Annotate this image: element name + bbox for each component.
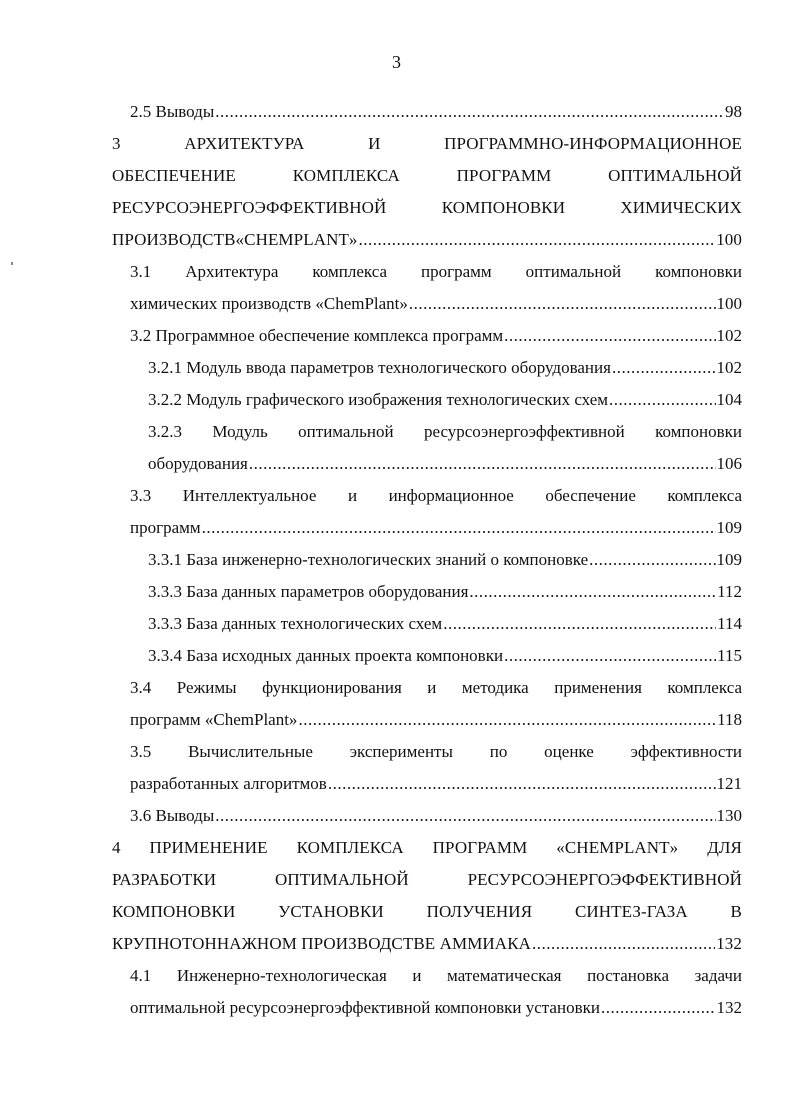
toc-chapter-4-line-4[interactable]	[112, 928, 742, 960]
toc-page-number: 132	[716, 998, 742, 1017]
toc-entry-3-2-2[interactable]	[148, 384, 742, 416]
toc-page-number: 109	[716, 518, 742, 537]
toc-entry-3-4-line-2[interactable]	[130, 704, 742, 736]
dot-leader	[612, 352, 716, 384]
toc-entry-title: разработанных алгоритмов	[130, 774, 327, 793]
toc-entry-title: ПРОИЗВОДСТВ«CHEMPLANT»	[112, 230, 358, 249]
toc-entry-title: 3.2 Программное обеспечение комплекса программ	[130, 326, 504, 345]
dot-leader	[328, 768, 716, 800]
toc-page-number: 100	[716, 294, 742, 313]
toc-entry-3-1-line-1[interactable]: 3.1 Архитектура комплекса программ оптимальной компоновки	[130, 262, 742, 281]
dot-leader	[409, 288, 716, 320]
dot-leader	[215, 96, 724, 128]
dot-leader	[298, 704, 716, 736]
toc-entry-title: 3.6 Выводы	[130, 806, 215, 825]
dot-leader	[589, 544, 715, 576]
toc-entry-title: оптимальной ресурсоэнергоэффективной компоновки установки	[130, 998, 600, 1017]
toc-entry-title: программ «ChemPlant»	[130, 710, 298, 729]
toc-entry-title: 3.3.3 База данных технологических схем	[148, 614, 443, 633]
toc-entry-3-3-3-schemes[interactable]	[148, 608, 742, 640]
toc-entry-title: 3.2.2 Модуль графического изображения технологических схем	[148, 390, 609, 409]
toc-page-number: 132	[716, 934, 742, 953]
toc-page-number: 102	[716, 326, 742, 345]
toc-entry-title: 3.2.1 Модуль ввода параметров технологического оборудования	[148, 358, 611, 377]
dot-leader	[359, 224, 716, 256]
toc-page-number: 109	[716, 550, 742, 569]
toc-entry-3-4-line-1[interactable]: 3.4 Режимы функционирования и методика применения комплекса	[130, 678, 742, 697]
toc-page-number: 130	[716, 806, 742, 825]
toc-entry-3-3-line-1[interactable]: 3.3 Интеллектуальное и информационное обеспечение комплекса	[130, 486, 742, 505]
toc-entry-title: 2.5 Выводы	[130, 102, 215, 121]
toc-chapter-4-line-2[interactable]: РАЗРАБОТКИ ОПТИМАЛЬНОЙ РЕСУРСОЭНЕРГОЭФФЕКТИВНОЙ	[112, 870, 742, 889]
toc-chapter-3-line-2[interactable]: ОБЕСПЕЧЕНИЕ КОМПЛЕКСА ПРОГРАММ ОПТИМАЛЬНОЙ	[112, 166, 742, 185]
toc-page-number: 115	[717, 646, 742, 665]
page-number: 3	[392, 52, 401, 72]
scan-speck	[11, 262, 13, 265]
toc-entry-title: 3.3.4 База исходных данных проекта компоновки	[148, 646, 504, 665]
dot-leader	[249, 448, 716, 480]
toc-chapter-3-line-1[interactable]: 3 АРХИТЕКТУРА И ПРОГРАММНО-ИНФОРМАЦИОННОЕ	[112, 134, 742, 153]
dot-leader	[443, 608, 716, 640]
toc-page-number: 114	[717, 614, 742, 633]
toc-entry-3-3-1[interactable]	[148, 544, 742, 576]
dot-leader	[609, 384, 715, 416]
toc-entry-3-2-3-line-2[interactable]	[148, 448, 742, 480]
toc-entry-3-2-3-line-1[interactable]: 3.2.3 Модуль оптимальной ресурсоэнергоэффективной компоновки	[148, 422, 742, 441]
dot-leader	[601, 992, 716, 1024]
toc-entry-3-5-line-2[interactable]	[130, 768, 742, 800]
toc-entry-3-3-line-2[interactable]	[130, 512, 742, 544]
toc-entry-title: 3.3.1 База инженерно-технологических знаний о компоновке	[148, 550, 589, 569]
toc-chapter-4-line-3[interactable]: КОМПОНОВКИ УСТАНОВКИ ПОЛУЧЕНИЯ СИНТЕЗ-ГАЗА В	[112, 902, 742, 921]
toc-entry-3-6[interactable]	[130, 800, 742, 832]
toc-entry-3-1-line-2[interactable]	[130, 288, 742, 320]
toc-entry-title: оборудования	[148, 454, 248, 473]
toc-entry-3-3-4[interactable]	[148, 640, 742, 672]
toc-entry-2-5[interactable]	[130, 96, 742, 128]
toc-entry-3-5-line-1[interactable]: 3.5 Вычислительные эксперименты по оценке эффективности	[130, 742, 742, 761]
dot-leader	[532, 928, 715, 960]
toc-entry-title: программ	[130, 518, 201, 537]
toc-page-number: 118	[717, 710, 742, 729]
toc-page-number: 98	[725, 102, 742, 121]
dot-leader	[504, 640, 716, 672]
toc-entry-3-2-1[interactable]	[148, 352, 742, 384]
toc-page-number: 121	[716, 774, 742, 793]
toc-entry-4-1-line-2[interactable]	[130, 992, 742, 1024]
toc-chapter-3-line-3[interactable]: РЕСУРСОЭНЕРГОЭФФЕКТИВНОЙ КОМПОНОВКИ ХИМИЧЕСКИХ	[112, 198, 742, 217]
dot-leader	[469, 576, 716, 608]
toc-entry-3-3-3-parameters[interactable]	[148, 576, 742, 608]
toc-entry-3-2[interactable]	[130, 320, 742, 352]
toc-entry-title: химических производств «ChemPlant»	[130, 294, 408, 313]
toc-entry-title: 3.3.3 База данных параметров оборудования	[148, 582, 469, 601]
toc-page-number: 112	[717, 582, 742, 601]
toc-page-number: 100	[716, 230, 742, 249]
toc-page-number: 104	[716, 390, 742, 409]
toc-page-number: 102	[716, 358, 742, 377]
toc-page-number: 106	[716, 454, 742, 473]
dot-leader	[202, 512, 716, 544]
dot-leader	[215, 800, 715, 832]
toc-entry-4-1-line-1[interactable]: 4.1 Инженерно-технологическая и математическая постановка задачи	[130, 966, 742, 985]
toc-entry-title: КРУПНОТОННАЖНОМ ПРОИЗВОДСТВЕ АММИАКА	[112, 934, 532, 953]
toc-chapter-4-line-1[interactable]: 4 ПРИМЕНЕНИЕ КОМПЛЕКСА ПРОГРАММ «CHEMPLANT» ДЛЯ	[112, 838, 742, 857]
toc-chapter-3-line-4[interactable]	[112, 224, 742, 256]
dot-leader	[504, 320, 715, 352]
